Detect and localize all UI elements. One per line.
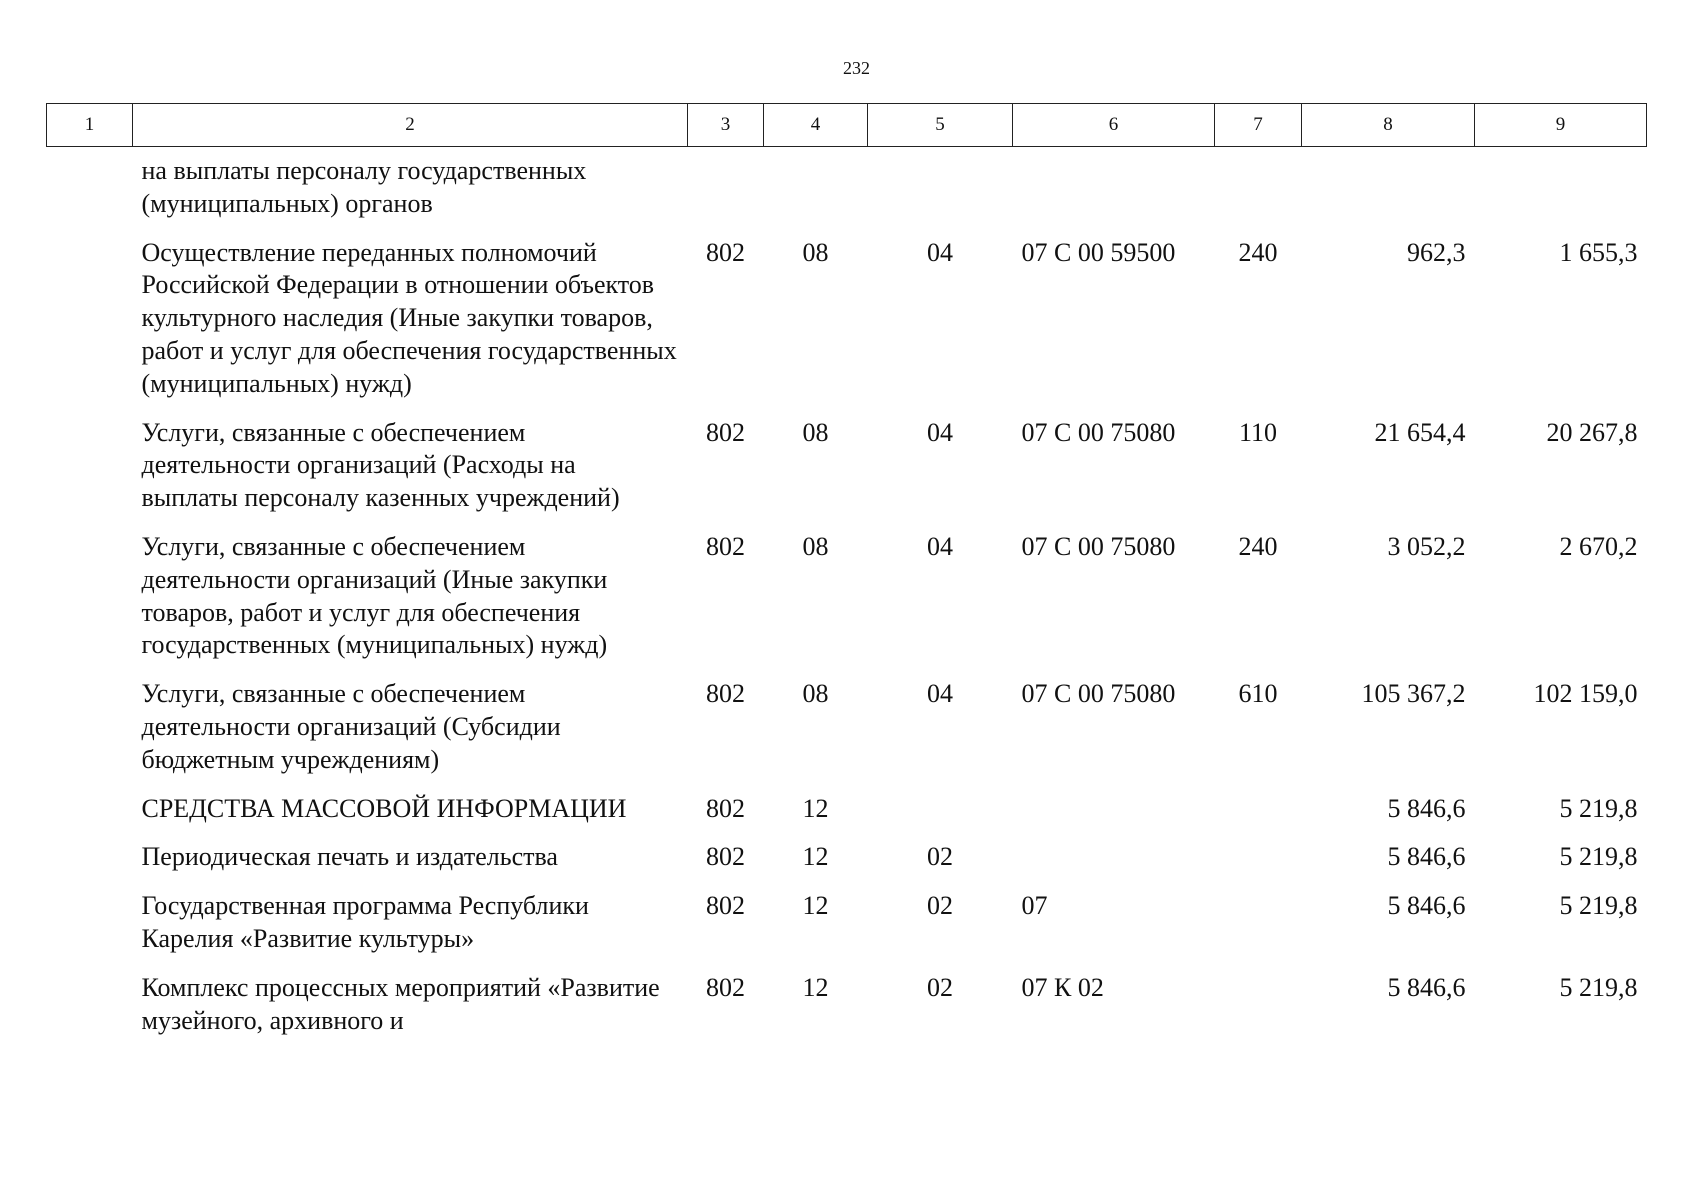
cell-col8: 21 654,4 — [1374, 417, 1466, 447]
table-row — [47, 678, 1647, 792]
cell-col6: 07 С 00 75080 — [1021, 417, 1176, 447]
cell-col7: 240 — [1238, 531, 1278, 561]
cell-col9: 1 655,3 — [1559, 237, 1638, 267]
cell-name: Государственная программа Республики Карелия «Развитие культуры» — [141, 891, 589, 953]
cell-col6: 07 С 00 75080 — [1021, 531, 1176, 561]
cell-col9: 102 159,0 — [1533, 679, 1638, 709]
cell-col6 — [1013, 793, 1215, 842]
cell-col4: 12 — [802, 972, 829, 1002]
cell-name: Комплекс процессных мероприятий «Развитие музейного, архивного и — [141, 972, 660, 1035]
cell-col5: 02 — [927, 842, 953, 872]
cell-col8 — [1302, 147, 1475, 237]
table-row — [47, 417, 1647, 531]
cell-col7: 610 — [1238, 679, 1278, 709]
cell-col6 — [1013, 147, 1215, 237]
cell-col6: 07 К 02 — [1021, 972, 1104, 1002]
column-header-7: 7 — [1215, 104, 1302, 147]
table-row — [47, 237, 1647, 417]
cell-col4 — [764, 147, 868, 237]
cell-col4: 12 — [802, 842, 829, 872]
cell-code — [47, 531, 133, 678]
cell-name: СРЕДСТВА МАССОВОЙ ИНФОРМАЦИИ — [141, 793, 627, 823]
cell-code — [47, 237, 133, 417]
table-row — [47, 531, 1647, 678]
cell-code — [47, 890, 133, 972]
cell-col3: 802 — [706, 679, 745, 709]
cell-col5: 02 — [927, 972, 953, 1002]
cell-code — [47, 678, 133, 792]
cell-name: Услуги, связанные с обеспечением деятельности организаций (Иные закупки товаров, работ и услуг для обеспечения государственных (муниципальных) нужд) — [141, 531, 608, 660]
cell-col5 — [868, 793, 1013, 842]
cell-col3: 802 — [706, 531, 745, 561]
cell-col9: 5 219,8 — [1559, 891, 1638, 921]
table-row — [47, 841, 1647, 890]
cell-code — [47, 972, 133, 1054]
cell-code — [47, 417, 133, 531]
cell-col3: 802 — [706, 793, 745, 823]
cell-col5: 04 — [927, 237, 953, 267]
cell-name: Услуги, связанные с обеспечением деятельности организаций (Расходы на выплаты персоналу казенных учреждений) — [141, 417, 620, 513]
cell-col8: 105 367,2 — [1361, 679, 1466, 709]
cell-col8: 3 052,2 — [1387, 531, 1466, 561]
cell-col5: 04 — [927, 679, 953, 709]
column-header-8: 8 — [1302, 104, 1475, 147]
cell-col7 — [1215, 841, 1302, 890]
cell-col8: 5 846,6 — [1387, 972, 1466, 1002]
cell-col4: 12 — [802, 891, 829, 921]
table-row — [47, 147, 1647, 237]
cell-col8: 5 846,6 — [1387, 842, 1466, 872]
cell-col4: 08 — [802, 417, 829, 447]
cell-col9: 5 219,8 — [1559, 842, 1638, 872]
cell-code — [47, 147, 133, 237]
column-header-4: 4 — [764, 104, 868, 147]
cell-name: Периодическая печать и издательства — [141, 842, 558, 872]
cell-name: на выплаты персоналу государственных (муниципальных) органов — [141, 156, 587, 218]
cell-col4: 08 — [802, 679, 829, 709]
table-row — [47, 890, 1647, 972]
cell-col8: 5 846,6 — [1387, 891, 1466, 921]
header-row — [47, 104, 1647, 147]
cell-name: Услуги, связанные с обеспечением деятельности организаций (Субсидии бюджетным учреждениям) — [141, 679, 561, 774]
cell-col4: 12 — [802, 793, 829, 823]
column-header-9: 9 — [1475, 104, 1647, 147]
cell-col5: 02 — [927, 891, 953, 921]
cell-col7 — [1215, 890, 1302, 972]
cell-col3: 802 — [706, 842, 745, 872]
column-header-1: 1 — [47, 104, 133, 147]
cell-code — [47, 793, 133, 842]
cell-col5 — [868, 147, 1013, 237]
cell-col9: 5 219,8 — [1559, 793, 1638, 823]
cell-col4: 08 — [802, 531, 829, 561]
column-header-3: 3 — [688, 104, 764, 147]
column-header-5: 5 — [868, 104, 1013, 147]
cell-name: Осуществление переданных полномочий Российской Федерации в отношении объектов культурного наследия (Иные закупки товаров, работ и услуг для обеспечения государственных (муниципальных) нужд) — [141, 237, 677, 398]
cell-col7 — [1215, 972, 1302, 1054]
cell-col8: 5 846,6 — [1387, 793, 1466, 823]
cell-col4: 08 — [802, 237, 829, 267]
cell-col3 — [688, 147, 764, 237]
cell-col3: 802 — [706, 417, 745, 447]
table-row — [47, 972, 1647, 1054]
cell-col7: 240 — [1238, 237, 1278, 267]
page-number: 232 — [843, 58, 870, 78]
cell-col9: 2 670,2 — [1559, 531, 1638, 561]
cell-col7: 110 — [1238, 417, 1278, 447]
cell-col6: 07 — [1021, 891, 1048, 921]
cell-col5: 04 — [927, 531, 953, 561]
cell-col7 — [1215, 147, 1302, 237]
cell-col6: 07 С 00 75080 — [1021, 679, 1176, 709]
cell-col3: 802 — [706, 891, 745, 921]
cell-col7 — [1215, 793, 1302, 842]
cell-col9: 5 219,8 — [1559, 972, 1638, 1002]
cell-col9 — [1475, 147, 1647, 237]
cell-col9: 20 267,8 — [1546, 417, 1638, 447]
cell-col6: 07 С 00 59500 — [1021, 237, 1176, 267]
column-header-6: 6 — [1013, 104, 1215, 147]
cell-col3: 802 — [706, 237, 745, 267]
column-header-2: 2 — [133, 104, 688, 147]
cell-col5: 04 — [927, 417, 953, 447]
cell-col6 — [1013, 841, 1215, 890]
table-row — [47, 793, 1647, 842]
cell-code — [47, 841, 133, 890]
budget-table — [46, 103, 1647, 1053]
cell-col3: 802 — [706, 972, 745, 1002]
cell-col8: 962,3 — [1407, 237, 1466, 267]
